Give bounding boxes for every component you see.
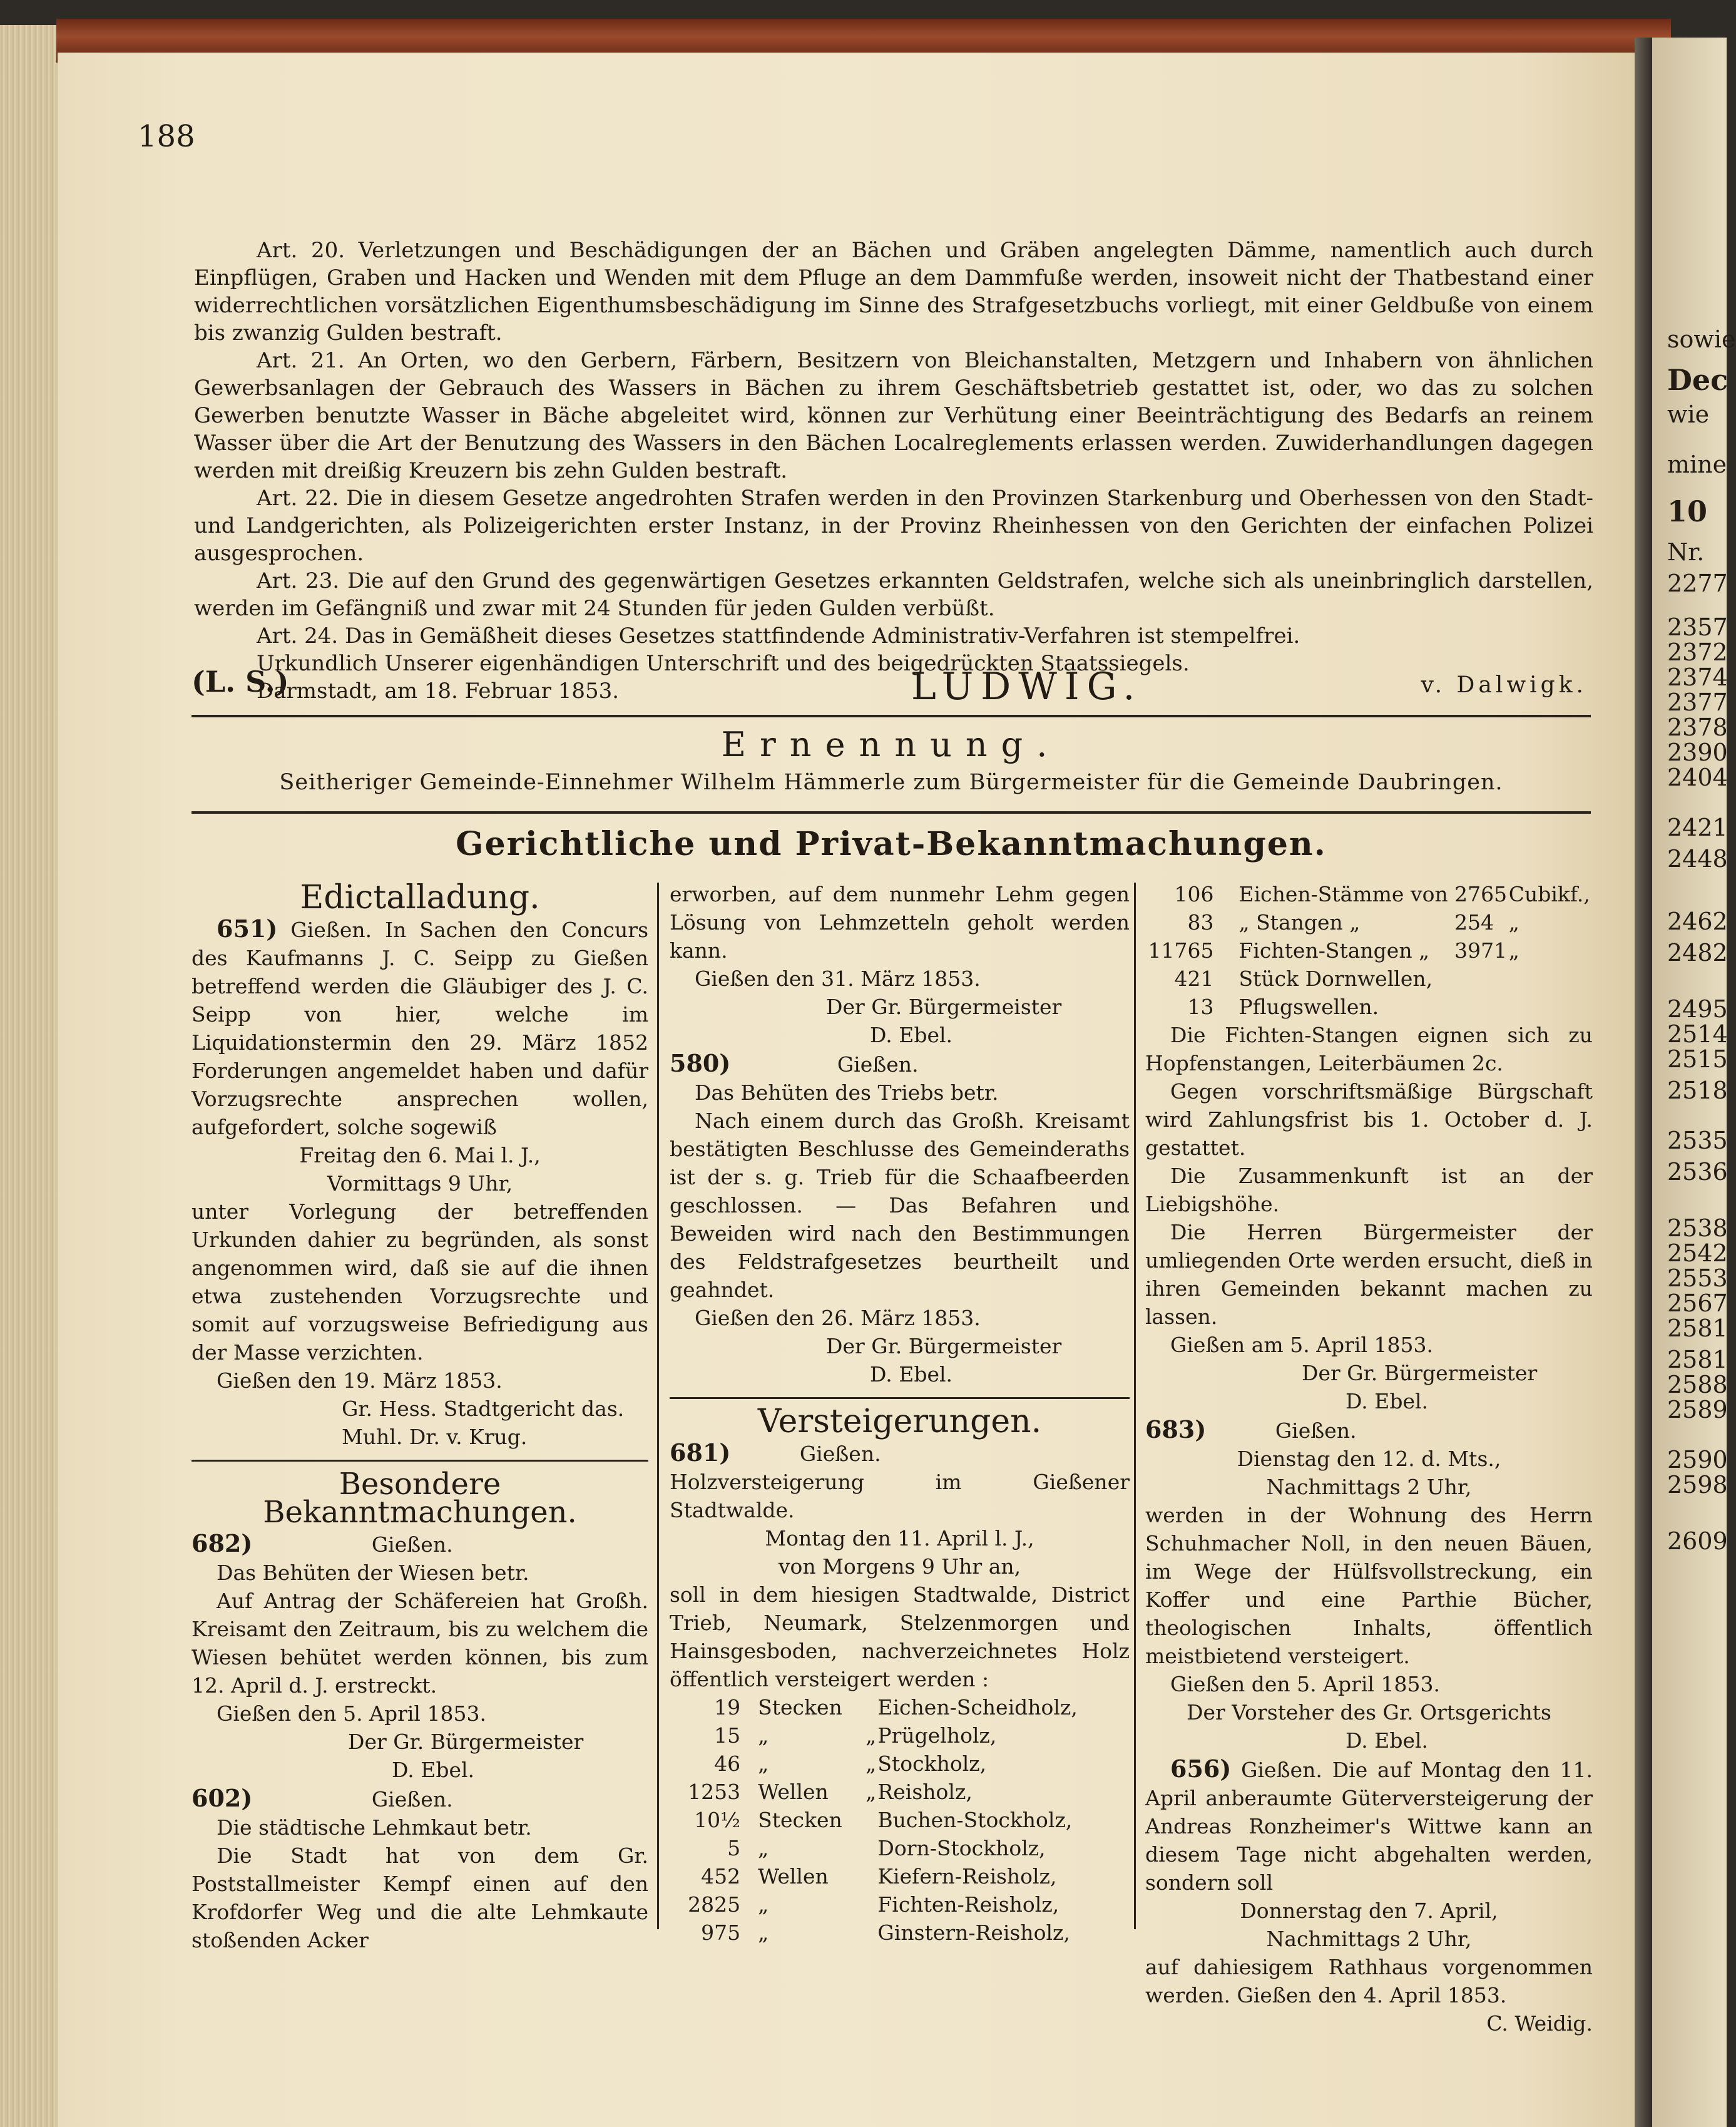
wood-q xyxy=(864,1890,878,1919)
wood-unit: Wellen xyxy=(758,1864,829,1889)
stems-qty: 421 xyxy=(1174,966,1214,991)
edictalladung-title: Edictalladung. xyxy=(300,879,540,916)
wood-qty: 10½ xyxy=(694,1808,741,1832)
next-page-strip xyxy=(1652,38,1736,2127)
notice-text: auf dahiesigem Rathhaus vorgenommen werden. Gießen den 4. April 1853. xyxy=(1145,1955,1593,2007)
notice-number: 656) xyxy=(1170,1755,1232,1783)
main-heading: Gerichtliche und Privat-Bekanntmachungen. xyxy=(456,825,1327,863)
notice-text: unter Vorlegung der betreffenden Urkunden dahier zu begründen, als sonst angenommen wird, daß sie auf die ihnen etwa zustehenden Vorzugsrechte und somit auf vorzugsweise Befriedigung aus der Masse verzichten. xyxy=(191,1199,648,1365)
wood-q: „ xyxy=(865,1723,877,1748)
column-divider xyxy=(670,1397,1130,1399)
wood-unit: Stecken xyxy=(758,1695,842,1720)
column-2 xyxy=(670,880,1130,1947)
next-page-fragment: 2518 xyxy=(1667,1077,1728,1104)
stems-unit: Cubikf., xyxy=(1508,882,1590,906)
notice-number: 681) xyxy=(670,1438,731,1467)
stems-row xyxy=(1145,908,1593,936)
notice-681 xyxy=(670,1438,1130,1468)
court-signature: Muhl. Dr. v. Krug. xyxy=(342,1425,528,1449)
wood-desc: Buchen-Stockholz, xyxy=(877,1808,1073,1832)
next-page-fragment: 2515 xyxy=(1667,1045,1728,1073)
wood-desc: Eichen-Scheidholz, xyxy=(877,1695,1078,1720)
notice-651 xyxy=(191,915,648,1141)
next-page-fragment: 2590 xyxy=(1667,1446,1728,1474)
column-1 xyxy=(191,880,648,1954)
next-page-fragment: 2462 xyxy=(1667,908,1728,935)
next-page-fragment: 2588 xyxy=(1667,1371,1728,1398)
wood-qty: 452 xyxy=(701,1864,741,1889)
wood-qty: 15 xyxy=(714,1723,741,1748)
article-21: Art. 21. An Orten, wo den Gerbern, Färbern, Besitzern von Bleichanstalten, Metzgern und Inhabern von ähnlichen Gewerbsanlagen der Gebrauch des Wassers in Bächen zu ihrem Geschäftsbetrieb gestattet ist, oder, wo das zu solchen Gewerben benutzte Wasser in Bäche abgeleitet wird, können zur Verhütung einer Beeinträchtigung des Bedarfs an reinem Wasser über die Art der Benutzung des Wassers in den Bächen Localreglements erlassen werden. Zuwiderhandlungen dagegen werden mit dreißig Kreuzern bis zehn Gulden bestraft. xyxy=(194,348,1593,483)
notice-text: Gießen. In Sachen den Concurs des Kaufmanns J. C. Seipp zu Gießen betreffend werden die Gläubiger des J. C. Seipp von hier, welche im Liquidationstermin den 29. März 1852 Forderungen angemeldet haben und dafür Vorzugsrechte ansprechen wollen, aufgefordert, solche sogewiß xyxy=(191,918,648,1139)
notice-602 xyxy=(191,1784,648,1813)
court-office: Der Vorsteher des Gr. Ortsgerichts xyxy=(1187,1700,1551,1725)
article-24: Art. 24. Das in Gemäßheit dieses Gesetzes stattfindende Administrativ-Verfahren ist stempelfrei. xyxy=(257,623,1300,648)
stems-table xyxy=(1145,880,1593,1021)
notice-number: 602) xyxy=(191,1784,253,1812)
stems-desc: Eichen-Stämme von xyxy=(1238,882,1448,906)
notice-date-line: Donnerstag den 7. April, xyxy=(1240,1899,1498,1923)
seal-mark: (L. S.) xyxy=(191,665,289,699)
notice-text: Gegen vorschriftsmäßige Bürgschaft wird Zahlungsfrist bis 1. October d. J. gestattet. xyxy=(1145,1079,1593,1160)
wood-unit: Stecken xyxy=(758,1808,842,1832)
next-page-fragment: 2536 xyxy=(1667,1158,1728,1186)
stems-desc: „ Stangen „ xyxy=(1238,910,1361,935)
column-rule xyxy=(1134,883,1136,1929)
notice-place-date: Gießen am 5. April 1853. xyxy=(1170,1333,1433,1357)
next-page-fragment: 2390 xyxy=(1667,739,1728,766)
stems-qty: 13 xyxy=(1187,995,1214,1019)
notice-text: Auf Antrag der Schäfereien hat Großh. Kreisamt den Zeitraum, bis zu welchem die Wiesen behütet werden können, bis zum 12. April d. J. erstreckt. xyxy=(191,1589,648,1698)
wood-table xyxy=(670,1693,1130,1947)
next-page-fragment: 2514 xyxy=(1667,1020,1728,1048)
court-signature: D. Ebel. xyxy=(1345,1728,1429,1753)
notice-number: 580) xyxy=(670,1049,731,1077)
notice-subject: Die städtische Lehmkaut betr. xyxy=(217,1815,532,1840)
stems-row xyxy=(1145,936,1593,965)
wood-q xyxy=(864,1919,878,1947)
stems-amt: 3971 xyxy=(1454,938,1508,963)
next-page-fragment: 2567 xyxy=(1667,1289,1728,1317)
wood-row xyxy=(670,1806,1130,1834)
notice-signature: C. Weidig. xyxy=(1486,2011,1593,2036)
urkundlich-line: Urkundlich Unserer eigenhändigen Unterschrift und des beigedrückten Staatssiegels. xyxy=(257,651,1190,676)
next-page-fragment: 2553 xyxy=(1667,1264,1728,1292)
wood-qty: 975 xyxy=(701,1920,741,1945)
law-text xyxy=(194,237,1593,705)
wood-q xyxy=(864,1862,878,1890)
wood-desc: Fichten-Reisholz, xyxy=(877,1892,1059,1917)
notice-place-date: Gießen den 5. April 1853. xyxy=(217,1701,486,1726)
court-name: Gr. Hess. Stadtgericht das. xyxy=(342,1397,625,1421)
wood-row xyxy=(670,1750,1130,1778)
next-page-fragment: 2421 xyxy=(1667,814,1728,841)
wood-unit: Wellen xyxy=(758,1780,829,1804)
wood-qty: 2825 xyxy=(688,1892,741,1917)
section-rule xyxy=(191,811,1591,814)
notice-place: Gießen. xyxy=(1275,1418,1357,1443)
wood-qty: 1253 xyxy=(688,1780,741,1804)
notice-text: Gießen. Die auf Montag den 11. April anberaumte Güterversteigerung der Andreas Ronzheimer's Wittwe kann an diesem Tage nicht abgehalten werden, sondern soll xyxy=(1145,1758,1593,1895)
wood-qty: 5 xyxy=(727,1836,741,1860)
wood-desc: Reisholz, xyxy=(877,1780,973,1804)
notice-683 xyxy=(1145,1415,1593,1445)
next-page-fragment: 2495 xyxy=(1667,995,1728,1023)
stems-unit: „ xyxy=(1508,938,1519,963)
notice-place: Gießen. xyxy=(799,1442,881,1466)
wood-desc: Stockholz, xyxy=(877,1751,987,1776)
notice-place-date: Gießen den 5. April 1853. xyxy=(1170,1672,1440,1696)
notice-place-date: Gießen den 26. März 1853. xyxy=(695,1306,981,1330)
notice-date-line: Nachmittags 2 Uhr, xyxy=(1266,1475,1472,1499)
next-page-fragment: 2542 xyxy=(1667,1239,1728,1267)
mayor-office: Der Gr. Bürgermeister xyxy=(348,1730,584,1754)
next-page-fragment: 2377 xyxy=(1667,689,1728,716)
next-page-fragment: 2378 xyxy=(1667,714,1728,741)
notice-place-date: Gießen den 19. März 1853. xyxy=(217,1368,503,1393)
article-20: Art. 20. Verletzungen und Beschädigungen der an Bächen und Gräben angelegten Dämme, namentlich auch durch Einpflügen, Graben und Hacken und Wenden mit dem Pfluge an dem Dammfuße werden, insoweit nicht der Thatbestand einer widerrechtlichen vorsätzlichen Eigenthumsbeschädigung im Sinne des Strafgesetzbuchs vorliegt, mit einer Geldbuße von einem bis zwanzig Gulden bestraft. xyxy=(194,238,1593,346)
notice-subject: Das Behüten des Triebs betr. xyxy=(695,1080,999,1105)
wood-row xyxy=(670,1778,1130,1806)
notice-number: 682) xyxy=(191,1529,253,1557)
minister-signature: v. Dalwigk. xyxy=(1421,672,1587,698)
page-number: 188 xyxy=(138,119,195,154)
wood-desc: Kiefern-Reisholz, xyxy=(877,1864,1057,1889)
versteigerungen-title: Versteigerungen. xyxy=(757,1403,1042,1440)
next-page-fragment: 2535 xyxy=(1667,1127,1728,1154)
next-page-fragment: 2598 xyxy=(1667,1471,1728,1499)
next-page-fragment: 2277 xyxy=(1667,570,1728,597)
notice-text: werden in der Wohnung des Herrn Schuhmacher Noll, in den neuen Bäuen, im Wege der Hülfsvollstreckung, ein Koffer und eine Parthie Bücher, theologischen Inhalts, öffentlich meistbietend versteigert. xyxy=(1145,1503,1593,1668)
wood-q xyxy=(864,1693,878,1721)
besondere-title: Besondere Bekanntmachungen. xyxy=(263,1467,577,1530)
wood-row xyxy=(670,1693,1130,1721)
mayor-signature: D. Ebel. xyxy=(870,1023,953,1047)
notice-text: Die Fichten-Stangen eignen sich zu Hopfenstangen, Leiterbäumen 2c. xyxy=(1145,1023,1593,1075)
next-page-fragment: 2404 xyxy=(1667,764,1728,791)
wood-desc: Prügelholz, xyxy=(877,1723,997,1748)
notice-date-line: Montag den 11. April l. J., xyxy=(765,1526,1034,1550)
mayor-signature: D. Ebel. xyxy=(870,1362,953,1386)
column-divider xyxy=(191,1460,648,1462)
notice-date-line: Nachmittags 2 Uhr, xyxy=(1266,1927,1472,1951)
stems-qty: 83 xyxy=(1187,910,1214,935)
next-page-fragment: Dec xyxy=(1667,363,1728,397)
next-page-fragment: 2357 xyxy=(1667,613,1728,641)
notice-text: Nach einem durch das Großh. Kreisamt bestätigten Beschlusse des Gemeinderaths ist der s. g. Trieb für die Schaafbeerden geschlossen. — Das Befahren und Beweiden wird nach den Bestimmungen des Feldstrafgesetzes beurtheilt und geahndet. xyxy=(670,1109,1130,1302)
stems-row xyxy=(1145,880,1593,908)
sovereign-signature: LUDWIG. xyxy=(911,665,1143,709)
wood-q xyxy=(864,1806,878,1834)
wood-row xyxy=(670,1890,1130,1919)
place-date: Darmstadt, am 18. Februar 1853. xyxy=(257,679,620,704)
stems-amt: 254 xyxy=(1454,910,1494,935)
notice-580 xyxy=(670,1049,1130,1079)
page-gutter xyxy=(1635,38,1653,2127)
next-page-fragment: 2609 xyxy=(1667,1527,1728,1555)
stems-qty: 11765 xyxy=(1148,938,1214,963)
mayor-office: Der Gr. Bürgermeister xyxy=(826,995,1062,1019)
notice-place: Gießen. xyxy=(371,1787,453,1812)
next-page-fragment: 2581 xyxy=(1667,1315,1728,1342)
wood-row xyxy=(670,1919,1130,1947)
notice-text: Die Herren Bürgermeister der umliegenden Orte werden ersucht, dieß in ihren Gemeinden bekannt machen zu lassen. xyxy=(1145,1220,1593,1329)
next-page-fragment: sowie xyxy=(1667,325,1736,353)
notice-656 xyxy=(1145,1755,1593,1897)
stems-amt: 2765 xyxy=(1454,882,1508,906)
notice-682 xyxy=(191,1529,648,1559)
column-3 xyxy=(1145,880,1593,2037)
wood-unit: „ xyxy=(758,1920,769,1945)
stems-desc: Pflugswellen. xyxy=(1238,995,1379,1019)
next-page-fragment: 2448 xyxy=(1667,845,1728,873)
wood-desc: Ginstern-Reisholz, xyxy=(877,1920,1070,1945)
notice-subject: Holzversteigerung im Gießener Stadtwalde. xyxy=(670,1470,1130,1522)
wood-qty: 19 xyxy=(714,1695,741,1720)
stems-desc: Fichten-Stangen „ xyxy=(1238,938,1430,963)
wood-q: „ xyxy=(865,1751,877,1776)
next-page-fragment: 10 xyxy=(1667,495,1708,528)
notice-text: soll in dem hiesigen Stadtwalde, District Trieb, Neumark, Stelzenmorgen und Hainsgesboden, nachverzeichnetes Holz öffentlich versteigert werden : xyxy=(670,1582,1130,1691)
stems-unit xyxy=(1509,993,1593,1021)
notice-place: Gießen. xyxy=(371,1532,453,1557)
mayor-signature: D. Ebel. xyxy=(1345,1389,1429,1413)
ernennung-text: Seitheriger Gemeinde-Einnehmer Wilhelm Hämmerle zum Bürgermeister für die Gemeinde Daubringen. xyxy=(279,770,1503,795)
stems-row xyxy=(1145,965,1593,993)
next-page-fragment: mine xyxy=(1667,451,1727,478)
wood-unit: „ xyxy=(758,1751,769,1776)
ernennung-title: Ernennung. xyxy=(721,725,1061,764)
stems-amt xyxy=(1454,993,1509,1021)
wood-unit: „ xyxy=(758,1836,769,1860)
next-page-fragment: 2538 xyxy=(1667,1214,1728,1242)
signature-row xyxy=(191,665,1593,709)
stems-qty: 106 xyxy=(1174,882,1214,906)
column-rule xyxy=(657,883,659,1929)
mayor-office: Der Gr. Bürgermeister xyxy=(826,1334,1062,1358)
wood-desc: Dorn-Stockholz, xyxy=(877,1836,1046,1860)
article-23: Art. 23. Die auf den Grund des gegenwärtigen Gesetzes erkannten Geldstrafen, welche sich als uneinbringlich darstellen, werden im Gefängniß und zwar mit 24 Stunden für jeden Gulden verbüßt. xyxy=(194,568,1593,621)
wood-q xyxy=(864,1834,878,1862)
notice-date-line: Vormittags 9 Uhr, xyxy=(327,1171,513,1196)
section-rule xyxy=(191,715,1591,717)
wood-unit: „ xyxy=(758,1892,769,1917)
notice-continuation: erworben, auf dem nunmehr Lehm gegen Lösung von Lehmzetteln geholt werden kann. xyxy=(670,882,1130,963)
stems-unit: „ xyxy=(1508,910,1519,935)
wood-row xyxy=(670,1862,1130,1890)
wood-row xyxy=(670,1834,1130,1862)
notice-date-line: Dienstag den 12. d. Mts., xyxy=(1237,1447,1501,1471)
wood-row xyxy=(670,1721,1130,1750)
notice-text: Die Zusammenkunft ist an der Liebigshöhe. xyxy=(1145,1164,1593,1216)
stems-unit xyxy=(1509,965,1593,993)
next-page-fragment: Nr. xyxy=(1667,538,1705,566)
stems-amt xyxy=(1454,965,1509,993)
notice-place: Gießen. xyxy=(837,1052,919,1077)
article-22: Art. 22. Die in diesem Gesetze angedrohten Strafen werden in den Provinzen Starkenburg und Oberhessen von den Stadt- und Landgerichten, als Polizeigerichten erster Instanz, in der Provinz Rheinhessen von den Gerichten der einfachen Polizei ausgesprochen. xyxy=(194,486,1593,566)
notice-subject: Das Behüten der Wiesen betr. xyxy=(217,1561,529,1585)
next-page-fragment: 2372 xyxy=(1667,638,1728,666)
notice-place-date: Gießen den 31. März 1853. xyxy=(695,966,981,991)
wood-qty: 46 xyxy=(714,1751,741,1776)
wood-unit: „ xyxy=(758,1723,769,1748)
next-page-fragment: 2482 xyxy=(1667,939,1728,966)
notice-number: 651) xyxy=(217,915,278,943)
notice-date-line: von Morgens 9 Uhr an, xyxy=(778,1554,1021,1579)
notice-number: 683) xyxy=(1145,1415,1207,1443)
notice-date-line: Freitag den 6. Mai l. J., xyxy=(299,1143,541,1167)
next-page-fragment: 2581 xyxy=(1667,1346,1728,1373)
stems-row xyxy=(1145,993,1593,1021)
wood-q: „ xyxy=(865,1780,877,1804)
mayor-signature: D. Ebel. xyxy=(392,1758,475,1782)
next-page-fragment: wie xyxy=(1667,401,1710,428)
mayor-office: Der Gr. Bürgermeister xyxy=(1302,1361,1538,1385)
next-page-fragment: 2374 xyxy=(1667,664,1728,691)
next-page-fragment: 2589 xyxy=(1667,1396,1728,1423)
notice-text: Die Stadt hat von dem Gr. Poststallmeister Kempf einen auf den Krofdorfer Weg und die alte Lehmkaute stoßenden Acker xyxy=(191,1843,648,1952)
stems-desc: Stück Dornwellen, xyxy=(1238,966,1433,991)
